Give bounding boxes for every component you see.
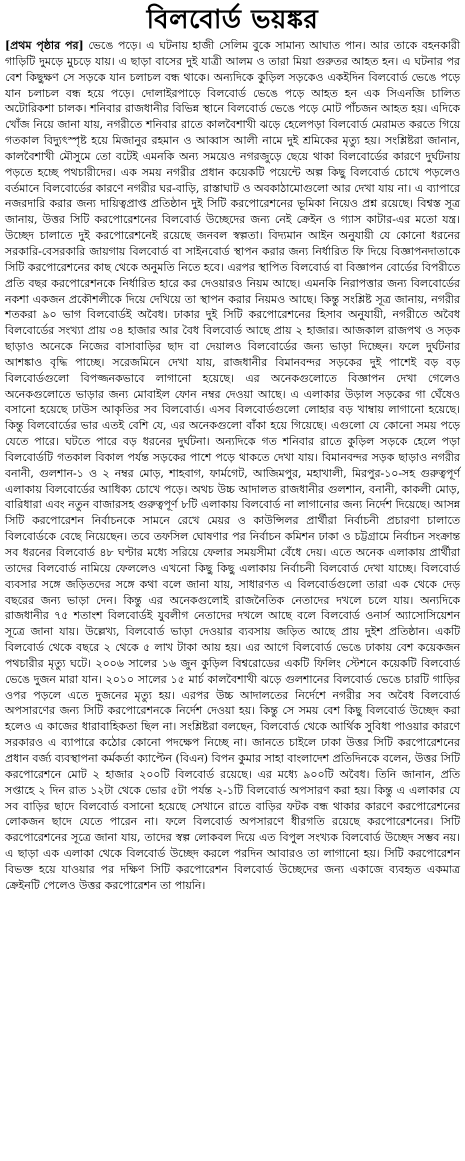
article-paragraph-text: ভেঙে পড়ে। এ ঘটনায় হাজী সেলিম বুকে সামান্য আঘাত পান। আর তাকে বহনকারী গাড়িটি দুমড়ে মুচড়ে যায়। এ ছাড়া বাসের দুই যাত্রী আলম ও তারা মিয়া গুরুতর আহত হন। এ ঘটনার পর বেশ কিছুক্ষণ সে সড়কে যান চলাচল বন্ধ থাকে। অন্যদিকে কুড়িল সড়কেও একইদিন বিলবোর্ড ভেঙে পড়ে যান চলাচল বন্ধ হয়ে পড়ে। দোলাইরপাড়ে বিলবোর্ড ভেঙে পড়ে আহত হন এক সিএনজি চালিত অটোরিকশা চালক। শনিবার রাজধানীর বিভিন্ন স্থানে বিলবোর্ড ভেঙে পড়ে মোট পাঁচজন আহত হয়। এদিকে খোঁজ নিয়ে জানা যায়, নগরীতে শনিবার রাতে কালবৈশাখী ঝড়ে হেলেপড়া বিলবোর্ড মেরামত করতে গিয়ে গতকাল বিদ্যুৎস্পৃষ্ট হয়ে মিজানুর রহমান ও আব্বাস আলী নামে দুই শ্রমিকের মৃত্যু হয়। সংশ্লিষ্টরা জানান, কালবৈশাখী মৌসুমে তো বটেই এমনকি অন্য সময়েও নগরজুড়ে ছেয়ে থাকা বিলবোর্ডের কারণে দুর্ঘটনায় পড়তে হচ্ছে পথচারীদের। এক সময় নগরীর প্রধান কয়েকটি পয়েন্টে অল্প কিছু বিলবোর্ড চোখে পড়লেও বর্তমানে বিলবোর্ডের কারণে নগরীর ঘর-বাড়ি, রাস্তাঘাট ও অবকাঠামোগুলো আর দেখা যায় না। এ ব্যাপারে নজরদারি করার জন্য দায়িত্বপ্রাপ্ত প্রতিষ্ঠান দুই সিটি করপোরেশনের ভূমিকা নিয়েও প্রশ্ন রয়েছে। বিশ্বস্ত সূত্র জানায়, উত্তর সিটি করপোরেশনের বিলবোর্ড উচ্ছেদের জন্য নেই ক্রেইন ও গ্যাস কাটার-এর মতো যন্ত্র। উচ্ছেদ চালাতে দুই করপোরেশনেই রয়েছে জনবল স্বল্পতা। বিদ্যমান আইন অনুযায়ী যে কোনো ধরনের সরকারি-বেসরকারি জায়গায় বিলবোর্ড বা সাইনবোর্ড স্থাপন করার জন্য নির্ধারিত ফি দিয়ে বিজ্ঞাপনদাতাকে সিটি করপোরেশনের কাছ থেকে অনুমতি নিতে হবে। এরপর স্থাপিত বিলবোর্ড বা বিজ্ঞাপন বোর্ডের বিপরীতে প্রতি বছর করপোরেশনকে নির্ধারিত হারে কর দেওয়ারও নিয়ম আছে। এমনকি নিরাপত্তার জন্য বিলবোর্ডের নকশা একজন প্রকৌশলীকে দিয়ে দেখিয়ে তা স্থাপন করার নিয়মও আছে। কিন্তু সংশ্লিষ্ট সূত্র জানায়, নগরীর শতকরা ৯০ ভাগ বিলবোর্ডই অবৈধ। ঢাকার দুই সিটি করপোরেশনের হিসাব অনুযায়ী, নগরীতে অবৈধ বিলবোর্ডের সংখ্যা প্রায় ৩৪ হাজার আর বৈধ বিলবোর্ড আছে প্রায় ২ হাজার। আজকাল রাজপথ ও সড়ক ছাড়াও অনেকে নিজের বাসাবাড়ির ছাদ বা দেয়ালও বিলবোর্ডের জন্য ভাড়া দিচ্ছেন। ফলে দুর্ঘটনার আশঙ্কাও বৃদ্ধি পাচ্ছে। সরেজমিনে দেখা যায়, রাজধানীর বিমানবন্দর সড়কের দুই পাশেই বড় বড় বিলবোর্ডগুলো বিপজ্জনকভাবে লাগানো হয়েছে। এর অনেকগুলোতে বিজ্ঞাপন দেখা গেলেও অনেকগুলোতে ভাড়ার জন্য মোবাইল ফোন নম্বর দেওয়া আছে। এ এলাকার উড়াল সড়কের গা ঘেঁষেও বসানো হয়েছে ঢাউস আকৃতির সব বিলবোর্ড। এসব বিলবোর্ডগুলো লোহার বড় খাম্বায় লাগানো হয়েছে। কিন্তু বিলবোর্ডের ভার এতই বেশি যে, এর অনেকগুলো বাঁকা হয়ে গিয়েছে। এগুলো যে কোনো সময় পড়ে যেতে পারে। ঘটতে পারে বড় ধরনের দুর্ঘটনা। অন্যদিকে গত শনিবার রাতে কুড়িল সড়কে হেলে পড়া বিলবোর্ডটি গতকাল বিকাল পর্যন্ত সড়কের পাশে পড়ে থাকতে দেখা যায়। বিমানবন্দর সড়ক ছাড়াও নগরীর বনানী, গুলশান-১ ও ২ নম্বর মোড়, শাহবাগ, ফার্মগেট, আজিমপুর, মহাখালী, মিরপুর-১০-সহ গুরুত্বপূর্ণ এলাকায় বিলবোর্ডের আধিক্য চোখে পড়ে। অথচ উচ্চ আদালত রাজধানীর গুলশান, বনানী, কাকলী মোড়, বারিধারা এবং নতুন বাজারসহ গুরুত্বপূর্ণ ৮টি এলাকায় বিলবোর্ড না লাগানোর জন্য নির্দেশ দিয়েছে। আসন্ন সিটি করপোরেশন নির্বাচনকে সামনে রেখে মেয়র ও কাউন্সিলর প্রার্থীরা নির্বাচনী প্রচারণা চালাতে বিলবোর্ডকে বেছে নিয়েছেন। তবে তফসিল ঘোষণার পর নির্বাচন কমিশন ঢাকা ও চট্টগ্রামে নির্বাচন সংক্রান্ত সব ধরনের বিলবোর্ড ৪৮ ঘণ্টার মধ্যে সরিয়ে ফেলার সময়সীমা বেঁধে দেয়। এতে অনেক এলাকায় প্রার্থীরা তাদের বিলবোর্ড নামিয়ে ফেললেও এখনো কিছু কিছু এলাকায় নির্বাচনী বিলবোর্ড দেখা যাচ্ছে। বিলবোর্ড ব্যবসার সঙ্গে জড়িতদের সঙ্গে কথা বলে জানা যায়, সাধারণত এ বিলবোর্ডগুলো তারা এক থেকে দেড় বছরের জন্য ভাড়া দেন। কিন্তু এর অনেকগুলোই রাজনৈতিক নেতাদের দখলে চলে যায়। অন্যদিকে রাজধানীর ৭৫ শতাংশ বিলবোর্ডই যুবলীগ নেতাদের দখলে আছে বলে বিলবোর্ড ওনার্স অ্যাসোসিয়েশন সূত্রে জানা যায়। উল্লেখ্য, বিলবোর্ড ভাড়া দেওয়ার ব্যবসায় জড়িত আছে প্রায় দুইশ প্রতিষ্ঠান। একটি বিলবোর্ড থেকে বছরে ২ থেকে ৫ লাখ টাকা আয় হয়। এর আগে বিলবোর্ড ভেঙে ঢাকায় বেশ কয়েকজন পথচারীর মৃত্যু ঘটে। ২০০৬ সালের ১৬ জুন কুড়িল বিশ্বরোডের একটি ফিলিং স্টেশনে কয়েকটি বিলবোর্ড ভেঙে দুজন মারা যান। ২০১০ সালের ১৫ মার্চ কালবৈশাখী ঝড়ে গুলশানের বিলবোর্ড ভেঙে চারটি গাড়ির ওপর পড়লে এতে দুজনের মৃত্যু হয়। এরপর উচ্চ আদালতের নির্দেশে নগরীর সব অবৈধ বিলবোর্ড অপসারণের জন্য সিটি করপোরেশনকে নির্দেশ দেওয়া হয়। কিন্তু সে সময় বেশ কিছু বিলবোর্ড উচ্ছেদ করা হলেও এ কাজের ধারাবাহিকতা ছিল না। সংশ্লিষ্টরা বলছেন, বিলবোর্ড থেকে আর্থিক সুবিধা পাওয়ার কারণে সরকারও এ ব্যাপারে কঠোর কোনো পদক্ষেপ নিচ্ছে না। জানতে চাইলে ঢাকা উত্তর সিটি করপোরেশনের প্রধান বর্জ্য ব্যবস্থাপনা কর্মকর্তা ক্যাপ্টেন (বিএন) বিপন কুমার সাহা বাংলাদেশ প্রতিদিনকে বলেন, উত্তর সিটি করপোরেশনে মোট ২ হাজার ২০০টি বিলবোর্ড রয়েছে। এর মধ্যে ৯০০টি অবৈধ। তিনি জানান, প্রতি সপ্তাহে ২ দিন রাত ১২টা থেকে ভোর ৫টা পর্যন্ত ২-১টি বিলবোর্ড অপসারণ করা হয়। কিন্তু এ এলাকার যে সব বাড়ির ছাদে বিলবোর্ড বসানো হয়েছে সেখানে রাতে বাড়ির ফটক বন্ধ থাকার কারণে করপোরেশনের লোকজন ছাদে যেতে পারেন না। ফলে বিলবোর্ড অপসারণে ধীরগতি রয়েছে করপোরেশনের। সিটি করপোরেশনের সূত্রে জানা যায়, তাদের স্বল্প লোকবল দিয়ে এত বিপুল সংখ্যক বিলবোর্ড উচ্ছেদ সম্ভব নয়। এ ছাড়া এক এলাকা থেকে বিলবোর্ড উচ্ছেদ করলে পরদিন আবারও তা লাগানো হয়। সিটি করপোরেশন বিভক্ত হয়ে যাওয়ার পর দক্ষিণ সিটি করপোরেশন বিলবোর্ড উচ্ছেদের জন্য একাজে ব্যবহৃত একমাত্র ক্রেইনটি পেলেও উত্তর করপোরেশন তা পায়নি। [5, 39, 460, 892]
article-paragraph [5, 38, 460, 894]
headline: বিলবোর্ড ভয়ঙ্কর [146, 5, 319, 35]
continuation-label: [প্রথম পৃষ্ঠার পর] [5, 39, 84, 52]
article-body [5, 38, 460, 894]
